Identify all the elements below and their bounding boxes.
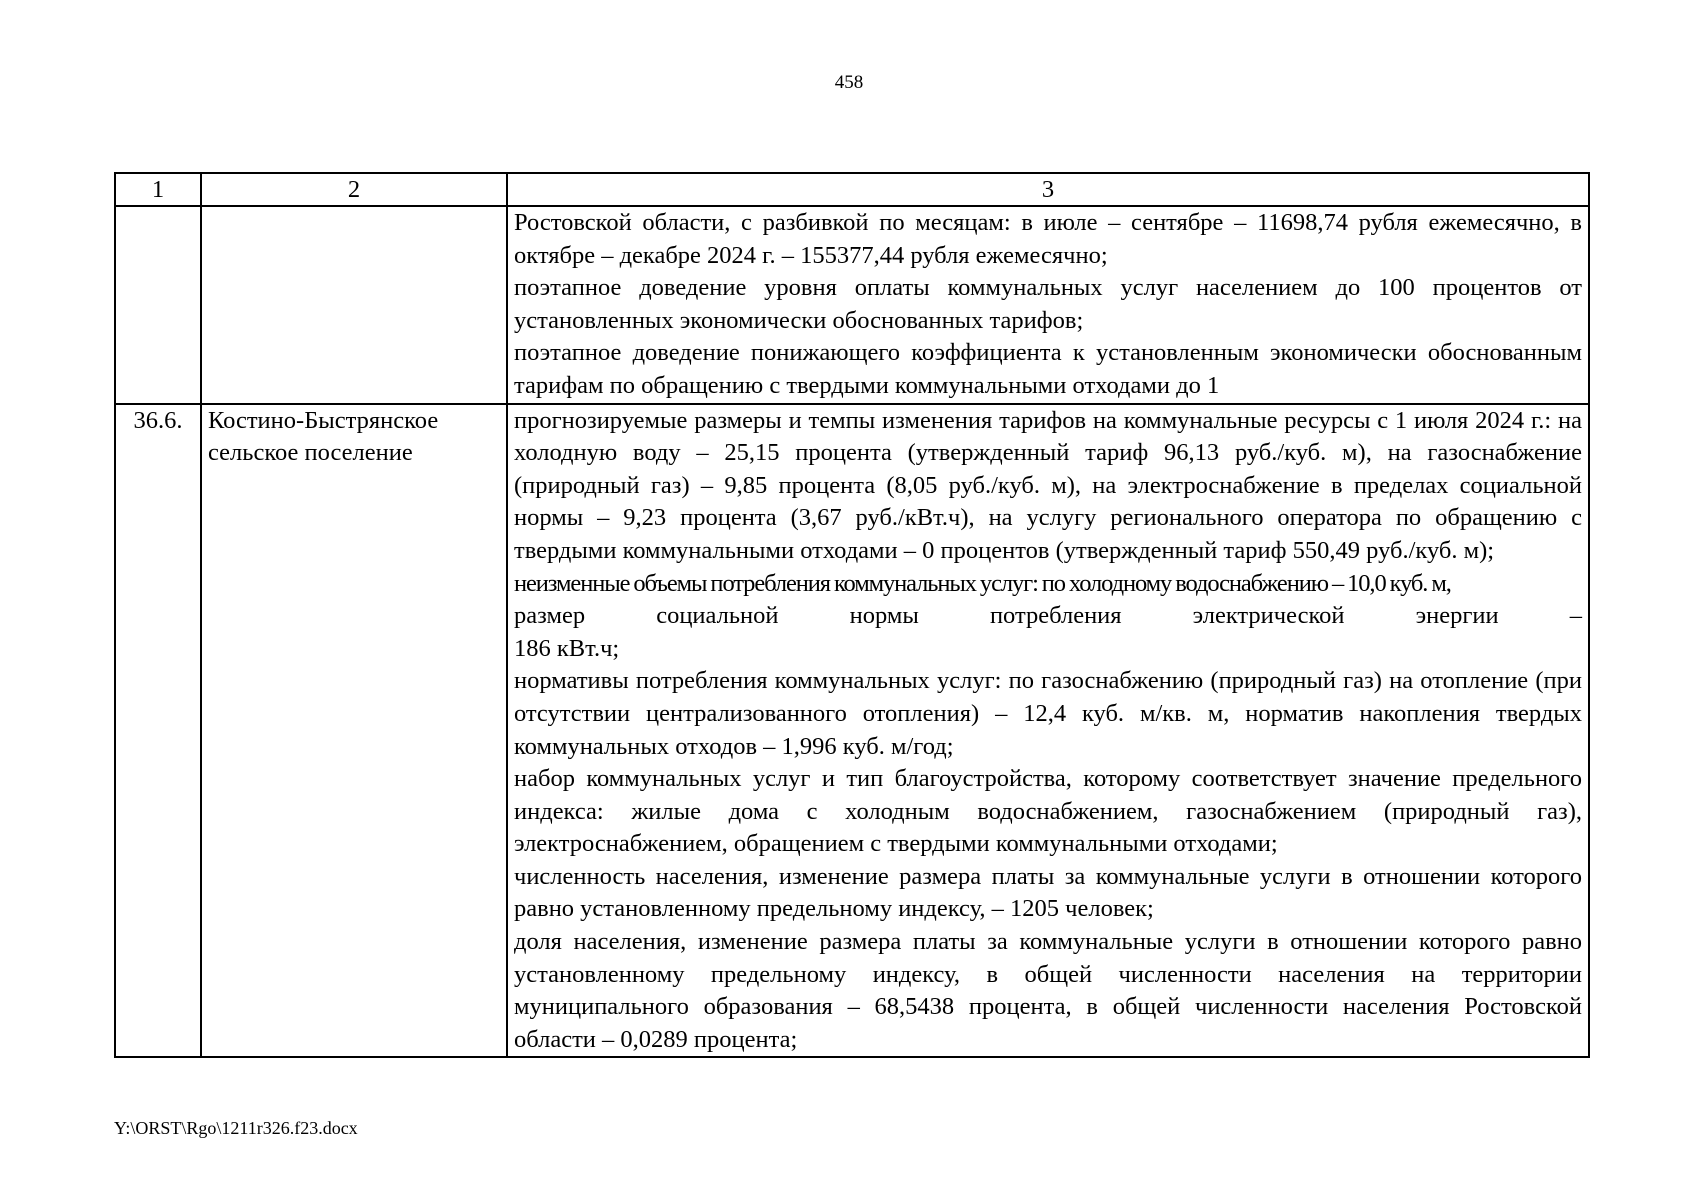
paragraph: поэтапное доведение понижающего коэффициента к установленным экономически обоснованным тарифам по обращению с твердыми коммунальными отходами до 1 <box>514 339 1582 399</box>
table-header-row <box>115 173 1589 206</box>
paragraph: Ростовской области, с разбивкой по месяцам: в июле – сентябре – 11698,74 рубля ежемесячно, в октябре – декабре 2024 г. – 155377,44 рубля ежемесячно; <box>514 209 1582 269</box>
header-col-3: 3 <box>507 173 1589 206</box>
row-number <box>115 206 201 404</box>
paragraph: размер социальной нормы потребления электрической энергии – <box>514 602 1582 630</box>
table-row <box>115 206 1589 404</box>
paragraph: численность населения, изменение размера платы за коммунальные услуги в отношении которого равно установленному предельному индексу, – 1205 человек; <box>514 862 1582 923</box>
document-table <box>114 172 1590 1058</box>
footer-file-path: Y:\ORST\Rgo\1211r326.f23.docx <box>114 1118 358 1138</box>
row-number: 36.6. <box>115 404 201 1058</box>
paragraph: набор коммунальных услуг и тип благоустройства, которому соответствует значение предельного индекса: жилые дома с холодным водоснабжением, газоснабжением (природный газ), электроснабжением, обращением с твердыми коммунальными отходами; <box>514 765 1582 858</box>
paragraph: неизменные объемы потребления коммунальных услуг: по холодному водоснабжению – 10,0 куб. м, <box>514 569 1451 597</box>
paragraph: прогнозируемые размеры и темпы изменения тарифов на коммунальные ресурсы с 1 июля 2024 г.: на холодную воду – 25,15 процента (утвержденный тариф 96,13 руб./куб. м), на газоснабжение (природный газ) – 9,85 процента (8,05 руб./куб. м), на электроснабжение в пределах социальной нормы – 9,23 процента (3,67 руб./кВт.ч), на услугу регионального оператора по обращению с твердыми коммунальными отходами – 0 процентов (утвержденный тариф 550,49 руб./куб. м); <box>514 406 1582 564</box>
municipality-name <box>201 206 507 404</box>
header-col-2: 2 <box>201 173 507 206</box>
row-content <box>507 206 1589 404</box>
paragraph: 186 кВт.ч; <box>514 634 620 662</box>
page-number: 458 <box>834 72 864 93</box>
paragraph: доля населения, изменение размера платы за коммунальные услуги в отношении которого равно установленному предельному индексу, в общей численности населения на территории муниципального образования – 68,5438 процента, в общей численности населения Ростовской области – 0,0289 процента; <box>514 928 1582 1053</box>
paragraph: поэтапное доведение уровня оплаты коммунальных услуг населением до 100 процентов от установленных экономически обоснованных тарифов; <box>514 274 1582 334</box>
paragraph: нормативы потребления коммунальных услуг: по газоснабжению (природный газ) на отопление (при отсутствии централизованного отопления) – 12,4 куб. м/кв. м, норматив накопления твердых коммунальных отходов – 1,996 куб. м/год; <box>514 667 1582 760</box>
row-content <box>507 404 1589 1058</box>
table-row <box>115 404 1589 1058</box>
header-col-1: 1 <box>115 173 201 206</box>
municipality-name: Костино-Быстрянское сельское поселение <box>201 404 507 1058</box>
